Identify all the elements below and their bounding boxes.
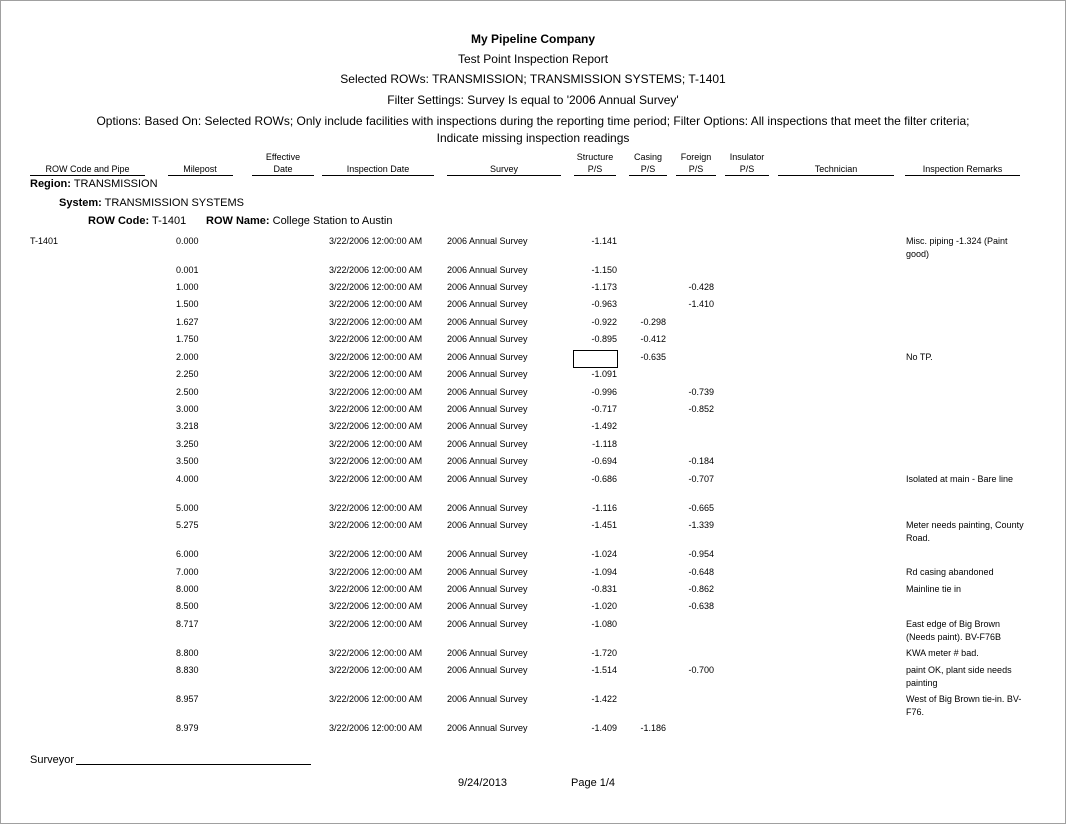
cell-milepost: 8.979	[176, 723, 199, 733]
cell-structure: -1.409	[591, 723, 617, 733]
cell-milepost: 8.957	[176, 694, 199, 704]
cell-milepost: 8.000	[176, 584, 199, 594]
col-structure-line2: P/S	[587, 164, 603, 174]
cell-date: 3/22/2006 12:00:00 AM	[329, 474, 423, 484]
cell-survey: 2006 Annual Survey	[447, 665, 528, 675]
row-name-label: ROW Name:	[206, 215, 270, 227]
col-underline	[905, 175, 1020, 176]
cell-milepost: 3.000	[176, 404, 199, 414]
col-survey: Survey	[489, 164, 518, 174]
cell-milepost: 2.250	[176, 369, 199, 379]
cell-date: 3/22/2006 12:00:00 AM	[329, 317, 423, 327]
cell-casing: -0.412	[640, 334, 666, 344]
col-underline	[629, 175, 667, 176]
cell-date: 3/22/2006 12:00:00 AM	[329, 549, 423, 559]
cell-survey: 2006 Annual Survey	[447, 456, 528, 466]
surveyor-signature-line	[76, 764, 311, 765]
cell-date: 3/22/2006 12:00:00 AM	[329, 439, 423, 449]
region-group	[30, 177, 158, 191]
cell-foreign: -0.700	[688, 665, 714, 675]
cell-milepost: 8.717	[176, 619, 199, 629]
col-foreign-line2: P/S	[688, 164, 704, 174]
cell-survey: 2006 Annual Survey	[447, 723, 528, 733]
cell-remarks: Isolated at main - Bare line	[906, 474, 1014, 484]
cell-milepost: 2.000	[176, 352, 199, 362]
cell-foreign: -0.862	[688, 584, 714, 594]
cell-foreign: -0.184	[688, 456, 714, 466]
cell-remarks: paint OK, plant side needs painting	[906, 665, 1012, 688]
cell-survey: 2006 Annual Survey	[447, 601, 528, 611]
col-underline	[168, 175, 233, 176]
col-structure	[572, 151, 618, 175]
cell-foreign: -0.707	[688, 474, 714, 484]
cell-date: 3/22/2006 12:00:00 AM	[329, 282, 423, 292]
cell-milepost: 1.000	[176, 282, 199, 292]
cell-survey: 2006 Annual Survey	[447, 387, 528, 397]
row-code-value: T-1401	[151, 215, 187, 227]
cell-milepost: 0.001	[176, 265, 199, 275]
col-structure-line1: Structure	[576, 152, 614, 162]
cell-survey: 2006 Annual Survey	[447, 236, 528, 246]
company-name: My Pipeline Company	[470, 32, 596, 46]
col-casing	[628, 151, 668, 175]
selected-rows-line: Selected ROWs: TRANSMISSION; TRANSMISSION SYSTEMS; T-1401	[340, 72, 726, 86]
cell-date: 3/22/2006 12:00:00 AM	[329, 694, 423, 704]
cell-milepost: 4.000	[176, 474, 199, 484]
cell-date: 3/22/2006 12:00:00 AM	[329, 421, 423, 431]
col-technician: Technician	[814, 164, 858, 174]
cell-milepost: 6.000	[176, 549, 199, 559]
system-value: TRANSMISSION SYSTEMS	[104, 197, 245, 209]
col-row-code: ROW Code and Pipe	[45, 164, 130, 174]
cell-foreign: -0.428	[688, 282, 714, 292]
cell-milepost: 8.830	[176, 665, 199, 675]
options-text	[0, 113, 1066, 147]
cell-foreign: -0.739	[688, 387, 714, 397]
cell-date: 3/22/2006 12:00:00 AM	[329, 520, 423, 530]
cell-structure: -0.895	[591, 334, 617, 344]
col-insulator	[724, 151, 770, 175]
cell-milepost: 7.000	[176, 567, 199, 577]
cell-date: 3/22/2006 12:00:00 AM	[329, 601, 423, 611]
col-casing-line2: P/S	[640, 164, 656, 174]
options-line-1: Options: Based On: Selected ROWs; Only include facilities with inspections during the reporting time period; Filter Options: All inspections that meet the filter criteria;	[96, 114, 970, 128]
cell-structure: -0.717	[591, 404, 617, 414]
cell-survey: 2006 Annual Survey	[447, 352, 528, 362]
cell-date: 3/22/2006 12:00:00 AM	[329, 334, 423, 344]
region-value: TRANSMISSION	[73, 178, 158, 190]
cell-remarks: Rd casing abandoned	[906, 567, 994, 577]
col-underline	[322, 175, 434, 176]
cell-survey: 2006 Annual Survey	[447, 265, 528, 275]
col-underline	[252, 175, 314, 176]
cell-date: 3/22/2006 12:00:00 AM	[329, 648, 423, 658]
cell-structure: -1.720	[591, 648, 617, 658]
cell-date: 3/22/2006 12:00:00 AM	[329, 352, 423, 362]
cell-date: 3/22/2006 12:00:00 AM	[329, 299, 423, 309]
missing-reading-box	[573, 350, 618, 368]
col-effective-line1: Effective	[265, 152, 301, 162]
cell-milepost: 5.275	[176, 520, 199, 530]
options-line-2: Indicate missing inspection readings	[436, 131, 630, 145]
cell-structure: -0.963	[591, 299, 617, 309]
cell-survey: 2006 Annual Survey	[447, 549, 528, 559]
cell-structure: -1.451	[591, 520, 617, 530]
cell-structure: -1.080	[591, 619, 617, 629]
cell-survey: 2006 Annual Survey	[447, 317, 528, 327]
cell-remarks: KWA meter # bad.	[906, 648, 979, 658]
cell-structure: -0.831	[591, 584, 617, 594]
cell-foreign: -1.410	[688, 299, 714, 309]
cell-date: 3/22/2006 12:00:00 AM	[329, 665, 423, 675]
cell-survey: 2006 Annual Survey	[447, 474, 528, 484]
col-effective-line2: Date	[273, 164, 293, 174]
cell-milepost: 1.500	[176, 299, 199, 309]
filter-settings-line: Filter Settings: Survey Is equal to '2006 Annual Survey'	[387, 93, 679, 107]
cell-structure: -1.091	[591, 369, 617, 379]
cell-structure: -0.922	[591, 317, 617, 327]
cell-structure: -1.492	[591, 421, 617, 431]
cell-milepost: 1.750	[176, 334, 199, 344]
cell-survey: 2006 Annual Survey	[447, 334, 528, 344]
cell-date: 3/22/2006 12:00:00 AM	[329, 567, 423, 577]
cell-date: 3/22/2006 12:00:00 AM	[329, 236, 423, 246]
cell-survey: 2006 Annual Survey	[447, 369, 528, 379]
cell-foreign: -0.954	[688, 549, 714, 559]
cell-structure: -0.996	[591, 387, 617, 397]
cell-date: 3/22/2006 12:00:00 AM	[329, 584, 423, 594]
cell-survey: 2006 Annual Survey	[447, 503, 528, 513]
col-insulator-line1: Insulator	[729, 152, 765, 162]
col-underline	[725, 175, 769, 176]
cell-casing: -0.298	[640, 317, 666, 327]
cell-date: 3/22/2006 12:00:00 AM	[329, 723, 423, 733]
cell-survey: 2006 Annual Survey	[447, 584, 528, 594]
cell-survey: 2006 Annual Survey	[447, 619, 528, 629]
cell-survey: 2006 Annual Survey	[447, 282, 528, 292]
cell-remarks: Meter needs painting, County Road.	[906, 520, 1024, 543]
col-casing-line1: Casing	[633, 152, 662, 162]
cell-remarks: Misc. piping -1.324 (Paint good)	[906, 236, 1008, 259]
col-insulator-line2: P/S	[739, 164, 755, 174]
cell-foreign: -0.638	[688, 601, 714, 611]
cell-date: 3/22/2006 12:00:00 AM	[329, 265, 423, 275]
cell-structure: -1.020	[591, 601, 617, 611]
cell-remarks: East edge of Big Brown (Needs paint). BV-F76B	[906, 619, 1002, 642]
cell-structure: -1.024	[591, 549, 617, 559]
region-label: Region:	[30, 178, 71, 190]
cell-structure: -1.173	[591, 282, 617, 292]
surveyor-label: Surveyor	[30, 754, 75, 766]
row-name-value: College Station to Austin	[272, 215, 393, 227]
cell-structure: -0.686	[591, 474, 617, 484]
cell-structure: -1.141	[591, 236, 617, 246]
col-inspection-date: Inspection Date	[346, 164, 410, 174]
system-label: System:	[59, 197, 102, 209]
col-underline	[778, 175, 894, 176]
cell-foreign: -0.852	[688, 404, 714, 414]
cell-remarks: No TP.	[906, 352, 933, 362]
cell-structure: -1.422	[591, 694, 617, 704]
cell-structure: -1.094	[591, 567, 617, 577]
cell-remarks: West of Big Brown tie-in. BV-F76.	[906, 694, 1022, 717]
cell-date: 3/22/2006 12:00:00 AM	[329, 503, 423, 513]
cell-date: 3/22/2006 12:00:00 AM	[329, 404, 423, 414]
cell-structure: -1.150	[591, 265, 617, 275]
cell-date: 3/22/2006 12:00:00 AM	[329, 619, 423, 629]
cell-milepost: 2.500	[176, 387, 199, 397]
cell-survey: 2006 Annual Survey	[447, 439, 528, 449]
cell-survey: 2006 Annual Survey	[447, 421, 528, 431]
col-remarks: Inspection Remarks	[922, 164, 1003, 174]
page-number: Page 1/4	[571, 777, 616, 789]
row-code-group	[88, 214, 186, 228]
cell-survey: 2006 Annual Survey	[447, 520, 528, 530]
print-date: 9/24/2013	[458, 777, 507, 789]
cell-milepost: 1.627	[176, 317, 199, 327]
col-milepost: Milepost	[183, 164, 217, 174]
col-foreign-line1: Foreign	[680, 152, 712, 162]
cell-pipe: T-1401	[30, 236, 59, 246]
cell-foreign: -1.339	[688, 520, 714, 530]
cell-structure: -1.514	[591, 665, 617, 675]
cell-milepost: 3.250	[176, 439, 199, 449]
cell-date: 3/22/2006 12:00:00 AM	[329, 387, 423, 397]
cell-date: 3/22/2006 12:00:00 AM	[329, 456, 423, 466]
cell-structure: -1.118	[592, 439, 617, 449]
cell-milepost: 8.800	[176, 648, 199, 658]
row-code-label: ROW Code:	[88, 215, 150, 227]
cell-survey: 2006 Annual Survey	[447, 404, 528, 414]
cell-survey: 2006 Annual Survey	[447, 299, 528, 309]
cell-foreign: -0.665	[688, 503, 714, 513]
col-effective-date	[250, 151, 316, 175]
report-title: Test Point Inspection Report	[457, 52, 609, 66]
row-name-group	[206, 214, 392, 228]
cell-casing: -0.635	[640, 352, 666, 362]
col-foreign	[675, 151, 717, 175]
cell-milepost: 0.000	[176, 236, 199, 246]
system-group	[59, 196, 244, 210]
col-underline	[30, 175, 145, 176]
cell-milepost: 3.500	[176, 456, 199, 466]
cell-milepost: 8.500	[176, 601, 199, 611]
cell-remarks: Mainline tie in	[906, 584, 962, 594]
cell-milepost: 3.218	[176, 421, 199, 431]
cell-structure: -0.694	[591, 456, 617, 466]
cell-survey: 2006 Annual Survey	[447, 648, 528, 658]
cell-milepost: 5.000	[176, 503, 199, 513]
col-underline	[447, 175, 561, 176]
col-underline	[574, 175, 616, 176]
cell-casing: -1.186	[640, 723, 666, 733]
cell-date: 3/22/2006 12:00:00 AM	[329, 369, 423, 379]
cell-foreign: -0.648	[688, 567, 714, 577]
cell-structure: -1.116	[592, 503, 617, 513]
col-underline	[676, 175, 716, 176]
cell-survey: 2006 Annual Survey	[447, 567, 528, 577]
cell-survey: 2006 Annual Survey	[447, 694, 528, 704]
